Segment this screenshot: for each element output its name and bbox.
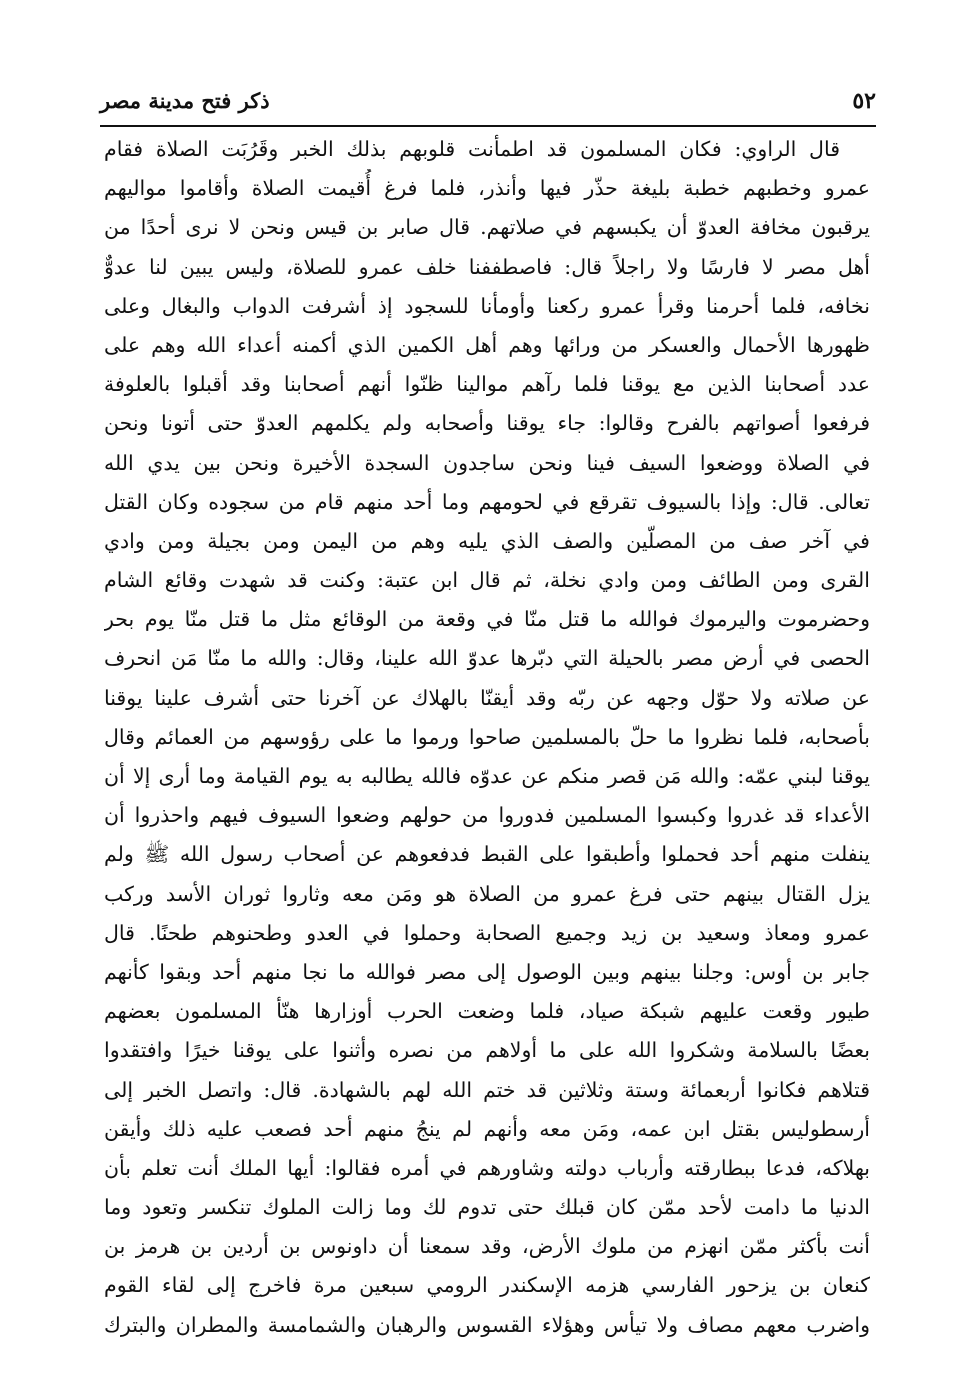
text-line: قال الراوي: فكان المسلمون قد اطمأنت قلوبهم بذلك الخبر وقَرُبَت الصلاة فقام: [104, 137, 840, 161]
text-line: أنت بأكثر ممّن انهزم من ملوك الأرض، وقد سمعنا أن داونوس بن أردين بن هرمز بن: [104, 1234, 870, 1259]
text-line: الحصى في أرض مصر بالحيلة التي دبّرها عدوّ الله علينا، وقال: والله ما منّا مَن انحرف: [104, 646, 870, 671]
page-number: ٥٢: [852, 88, 876, 114]
text-line: كنعان بن يزحور الفارسي هزمه الإسكندر الرومي سبعين مرة فاخرج إلى لقاء القوم: [104, 1273, 870, 1298]
text-line: عن صلاته ولا حوّل وجهه عن ربّه وقد أيقنّا بالهلاك عن آخرنا حتى أشرف علينا يوقنا: [104, 685, 870, 710]
text-line: واضرب معهم مصاف ولا تيأس وهؤلاء القسوس والرهبان والشمامسة والمطران والبترك: [104, 1312, 870, 1337]
text-line: عدد أصحابنا الذين مع يوقنا فلما رآهم موالينا ظنّوا أنهم أصحابنا وقد أقبلوا بالعلوفة: [104, 372, 870, 397]
text-line: أرسطوليس بقتل ابن عمه، ومَن معه وأنهم لم ينجُ منهم أحد فصعب عليه ذلك وأيقن: [104, 1116, 870, 1141]
text-line: ظهورها الأحمال والعسكر من ورائها وهم أهل الكمين الذي أكمنه أعداء الله وهم على: [104, 332, 870, 357]
page-body: [104, 130, 870, 1345]
text-line: القرى ومن الطائف ومن وادي نخلة، ثم قال ابن عتبة: وكنت قد شهدت وقائع الشام: [104, 568, 870, 593]
text-line: ينفلت منهم أحد فحملوا وأطبقوا على القبط فدفعوهم عن أصحاب رسول الله ﷺ ولم: [104, 842, 870, 867]
text-line: يرقبون مخافة العدوّ أن يكبسهم في صلاتهم. قال صابر بن قيس ونحن لا نرى أحدًا من: [104, 215, 870, 240]
text-line: في آخر صف من المصلّين والصف الذي يليه وهم من اليمن ومن بجيلة ومن وادي: [104, 528, 870, 553]
text-line: يزل القتال بينهم حتى فرغ عمرو من الصلاة هو ومَن معه وثاروا ثوران الأسد وركب: [104, 881, 870, 906]
text-line: بهلاكه، فدعا ببطارقته وأرباب دولته وشاورهم في أمره فقالوا: أيها الملك أنت تعلم بأن: [104, 1155, 870, 1180]
text-line: بعضًا بالسلامة وشكروا الله على ما أولاهم من نصره وأثنوا على يوقنا خيرًا وافتقدوا: [104, 1038, 870, 1063]
text-line: في الصلاة ووضعوا السيف فينا ونحن ساجدون السجدة الأخيرة ونحن بين يدي الله: [104, 450, 870, 475]
chapter-title: ذكر فتح مدينة مصر: [100, 88, 270, 113]
text-line: أهل مصر لا فارسًا ولا راجلاً قال: فاصطففنا خلف عمرو للصلاة، وليس يبين لنا عدوٌّ: [104, 254, 870, 279]
text-line: عمرو ومعاذ وسعيد بن زيد وجميع الصحابة وحملوا في العدو وطحنوهم طحنًا. قال: [104, 920, 870, 945]
text-line: جابر بن أوس: وجلنا بينهم وبين الوصول إلى مصر فوالله ما نجا منهم أحد وبقوا كأنهم: [104, 959, 870, 984]
text-line: تعالى. قال: وإذا بالسيوف تقرقع في لحومهم وما أحد منهم قام من سجوده وكان القتل: [104, 489, 870, 514]
text-line: بأصحابه، فلما نظروا ما حلّ بالمسلمين صاحوا ورموا ما على رؤوسهم من العمائم وقال: [104, 724, 870, 749]
text-line: عمرو وخطبهم خطبة بليغة حذّر فيها وأنذر، فلما فرغ أُقيمت الصلاة وأقاموا مواليهم: [104, 176, 870, 201]
header-divider: [100, 125, 876, 127]
text-line: قتلاهم فكانوا أربعمائة وستة وثلاثين قد ختم الله لهم بالشهادة. قال: واتصل الخبر إلى: [104, 1077, 870, 1102]
text-line: فرفعوا أصواتهم بالفرح وقالوا: جاء يوقنا وأصحابه ولم يكلمهم العدوّ حتى أتونا ونحن: [104, 411, 870, 436]
text-line: الأعداء قد غدروا وكبسوا المسلمين فدوروا من حولهم وضعوا السيوف فيهم واحذروا أن: [104, 803, 870, 828]
text-line: طيور وقعت عليهم شبكة صياد، فلما وضعت الحرب أوزارها هنّأ المسلمون بعضهم: [104, 999, 870, 1024]
text-line: نخافه، فلما أحرمنا وقرأ عمرو ركعنا وأومأنا للسجود إذ أشرفت الدواب والبغال وعلى: [104, 293, 870, 318]
running-header: [100, 86, 876, 120]
text-line: وحضرموت واليرموك فوالله ما قتل منّا في وقعة من الوقائع مثل ما قتل منّا يوم بحر: [104, 607, 870, 632]
text-line: الدنيا ما دامت لأحد ممّن كان قبلك حتى تدوم لك وما زالت الملوك تنكسر وتعود وما: [104, 1195, 870, 1220]
text-line: يوقنا لبني عمّه: والله مَن قصر منكم عن عدوّه فالله يطالبه به يوم القيامة وما أرى إلا أن: [104, 764, 870, 788]
